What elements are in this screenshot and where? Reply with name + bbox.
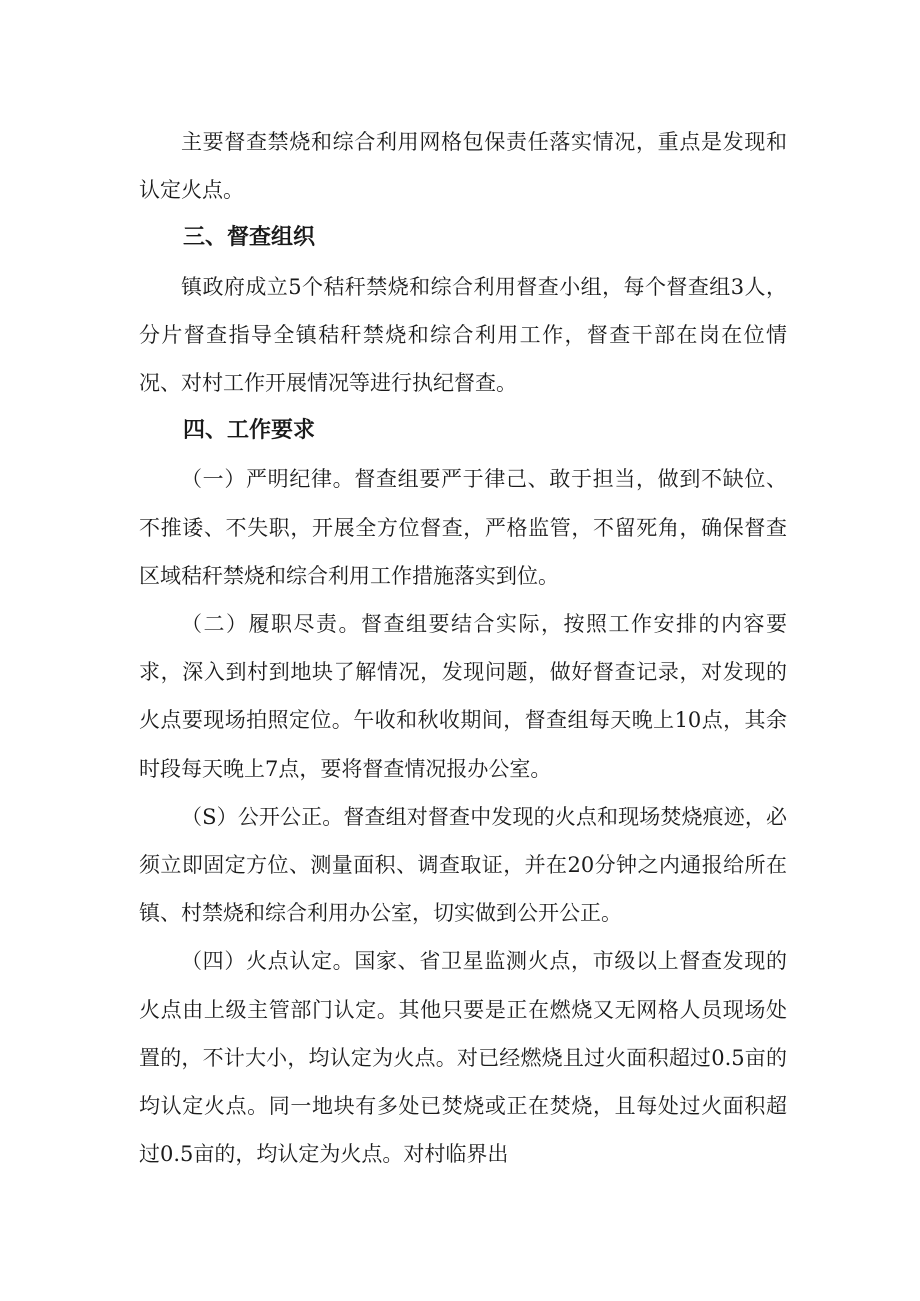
document-body <box>139 118 787 1178</box>
paragraph-fire-point-identification: （四）火点认定。国家、省卫星监测火点，市级以上督查发现的火点由上级主管部门认定。其他只要是正在燃烧又无网格人员现场处置的，不计大小，均认定为火点。对已经燃烧且过火面积超过0.5亩的均认定火点。同一地块有多处已焚烧或正在焚烧，且每处过火面积超过0.5亩的，均认定为火点。对村临界出 <box>139 949 787 1167</box>
paragraph-fairness: （S）公开公正。督查组对督查中发现的火点和现场焚烧痕迹，必须立即固定方位、测量面积、调查取证，并在20分钟之内通报给所在镇、村禁烧和综合利用办公室，切实做到公开公正。 <box>139 804 787 926</box>
section-heading-supervision-organization: 三、督查组织 <box>183 225 316 251</box>
section-heading-work-requirements: 四、工作要求 <box>183 418 316 444</box>
paragraph-strict-discipline: （一）严明纪律。督查组要严于律己、敢于担当，做到不缺位、不推诿、不失职，开展全方位督查，严格监管，不留死角，确保督查区域秸秆禁烧和综合利用工作措施落实到位。 <box>139 467 787 588</box>
paragraph-fulfill-duties: （二）履职尽责。督查组要结合实际，按照工作安排的内容要求，深入到村到地块了解情况，发现问题，做好督查记录，对发现的火点要现场拍照定位。午收和秋收期间，督查组每天晚上10点，其余时段每天晚上7点，要将督查情况报办公室。 <box>139 612 787 781</box>
paragraph-supervision-teams: 镇政府成立5个秸秆禁烧和综合利用督查小组，每个督查组3人，分片督查指导全镇秸秆禁烧和综合利用工作，督查干部在岗在位情况、对村工作开展情况等进行执纪督查。 <box>139 274 787 396</box>
paragraph-responsibility-check: 主要督查禁烧和综合利用网格包保责任落实情况，重点是发现和认定火点。 <box>139 130 787 203</box>
